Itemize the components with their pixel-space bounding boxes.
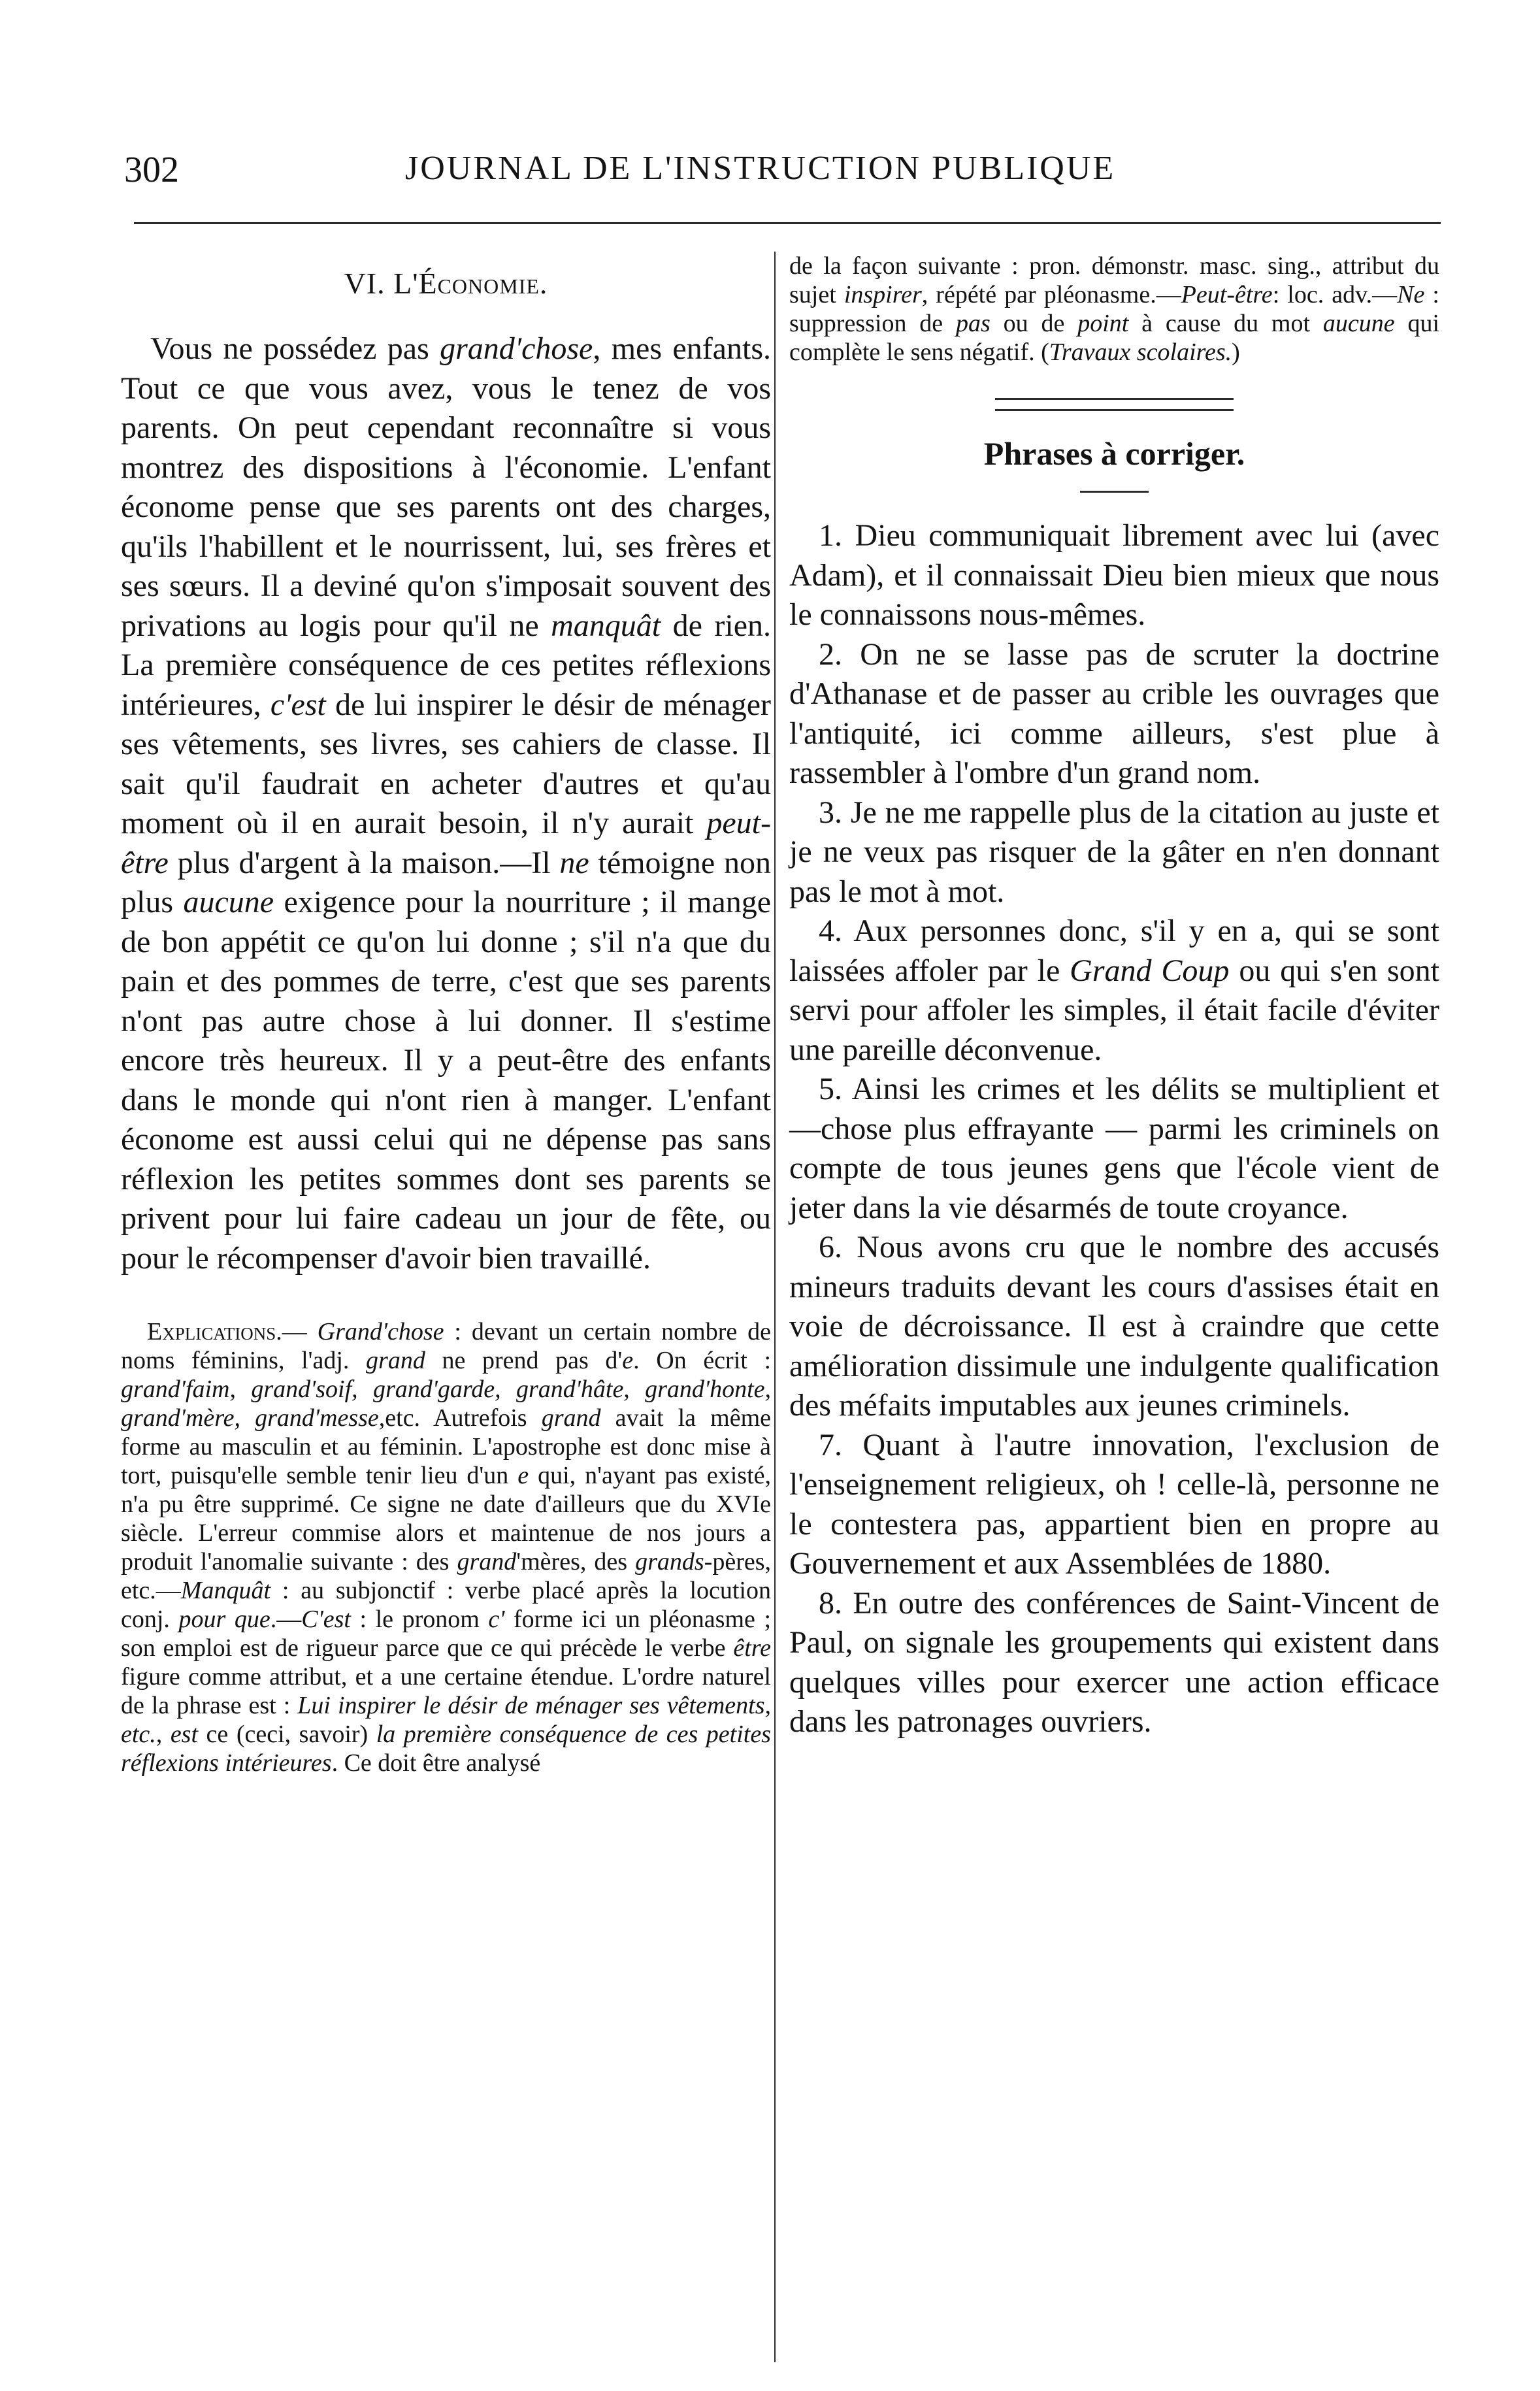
text-run: ou de (990, 310, 1078, 337)
text-run: : suppression de (789, 281, 1439, 337)
text-run: Grand Coup (1070, 953, 1230, 988)
text-run: e (622, 1347, 634, 1374)
text-run: ce (ceci, savoir) (198, 1721, 376, 1748)
text-run: avait la même forme au masculin et au féminin. L'apostrophe est donc mise à tort, puisqu'elle semble tenir lieu d'un (121, 1404, 772, 1489)
text-run: grands (635, 1548, 704, 1575)
page-number: 302 (124, 150, 179, 190)
text-run: : le pronom (350, 1606, 489, 1633)
text-run: ,etc. Autrefois (378, 1404, 542, 1432)
text-run: Travaux scolaires. (1049, 338, 1232, 366)
text-run: à cause du mot (1128, 310, 1323, 337)
text-run: pas (956, 310, 991, 337)
text-run: c'est (270, 687, 326, 722)
text-run: de la façon suivante : pron. démonstr. masc. sing., attribut du sujet (789, 252, 1439, 308)
explications-label: Explications.— (147, 1318, 307, 1345)
text-run: , répété par pléonasme.— (921, 281, 1181, 308)
text-run: plus d'argent à la maison.—Il (168, 845, 560, 880)
text-run: forme ici un pléonasme ; son emploi est de rigueur parce que ce qui précède le verbe (121, 1606, 771, 1662)
sentence-2: 2. On ne se lasse pas de scruter la doctrine d'Athanase et de passer au crible les ouvrages que l'antiquité, ici comme ailleurs, s'est plue à rassembler à l'ombre d'un grand nom. (789, 636, 1439, 790)
section-double-rule (995, 398, 1234, 411)
text-run: peut-être (121, 806, 771, 880)
right-column (789, 252, 1439, 1742)
header-rule (134, 222, 1441, 224)
text-run: la première conséquence de ces petites réflexions intérieures (121, 1721, 771, 1777)
explications-continuation (789, 252, 1439, 367)
text-run: ne (559, 845, 589, 880)
text-run: C'est (301, 1606, 351, 1633)
text-run: Ne (1397, 281, 1425, 308)
running-title: JOURNAL DE L'INSTRUCTION PUBLIQUE (405, 150, 1116, 187)
sentences-list (789, 516, 1439, 1742)
sentence-4 (789, 912, 1439, 1070)
text-run: exigence pour la nourriture ; il mange de bon appétit ce qu'on lui donne ; s'il n'a que du pain et des pommes de terre, c'est que ses parents n'ont pas autre chose à lui donner. Il s'estime encore très heureux. Il y a peut-être des enfants dans le monde qui n'ont rien à manger. L'enfant économe est aussi celui qui ne dépense pas sans réflexion les petites sommes dont ses parents se privent pour lui faire cadeau un jour de fête, ou pour le récompenser d'avoir bien travaillé. (121, 885, 772, 1276)
text-run: aucune (1322, 310, 1395, 337)
column-divider (774, 252, 776, 2362)
left-column (121, 252, 771, 1777)
page-header (0, 0, 1540, 222)
text-run: ne prend pas d' (425, 1347, 623, 1374)
text-run: de lui inspirer le désir de ménager ses vêtements, ses livres, ses cahiers de classe. Il sait qu'il faudrait en acheter d'autres et qu'au moment où il en aurait besoin, il n'y aurait (121, 687, 771, 840)
sentence-7: 7. Quant à l'autre innovation, l'exclusion de l'enseignement religieux, oh ! celle-là, personne ne le contestera pas, appartient bien en propre au Gouvernement et aux Assemblées de 1880. (789, 1427, 1439, 1581)
text-run: de rien. La première conséquence de ces petites réflexions intérieures, (121, 608, 771, 722)
text-run: -pères, etc.— (121, 1548, 772, 1604)
text-run: Vous ne possédez pas (150, 331, 440, 366)
explications-paragraph (121, 1317, 771, 1777)
text-run: qui complète le sens négatif. ( (789, 310, 1440, 366)
text-run: témoigne non plus (121, 845, 771, 919)
lesson-title: VI. L'Économie. (344, 267, 548, 300)
sentence-8: 8. En outre des conférences de Saint-Vincent de Paul, on signale les groupements qui existent dans quelques villes pour exercer une action efficace dans les patronages ouvriers. (789, 1585, 1439, 1739)
section-short-rule (1080, 491, 1149, 493)
text-run: être (733, 1634, 771, 1662)
text-run: grand'faim, grand'soif, grand'garde, grand'hâte, grand'honte, grand'mère, grand'messe (121, 1376, 771, 1432)
text-run: pour que (178, 1606, 270, 1633)
text-run: : au subjonctif : verbe placé après la locution conj. (121, 1577, 771, 1633)
sentence-3: 3. Je ne me rappelle plus de la citation au juste et je ne veux pas risquer de la gâter en n'en donnant pas le mot à mot. (789, 795, 1439, 909)
text-run: grand (366, 1347, 425, 1374)
text-run: e (517, 1462, 529, 1489)
explications (121, 1317, 771, 1777)
text-run: .— (270, 1606, 302, 1633)
text-run: grand (457, 1548, 517, 1575)
text-run: : loc. adv.— (1272, 281, 1398, 308)
text-run: 4. Aux personnes donc, s'il y en a, qui se sont laissées affoler par le (789, 914, 1439, 988)
sentence-6: 6. Nous avons cru que le nombre des accusés mineurs traduits devant les cours d'assises était en voie de décroissance. Il est à craindre que cette amélioration dissimule une indulgente qualification des méfaits imputables aux jeunes criminels. (789, 1230, 1439, 1423)
text-run: grand'chose (440, 331, 593, 366)
text-run: , mes enfants. Tout ce que vous avez, vous le tenez de vos parents. On peut cependant reconnaître si vous montrez des dispositions à l'économie. L'enfant économe pense que ses parents ont des charges, qu'ils l'habillent et le nourrissent, lui, ses frères et ses sœurs. Il a deviné qu'on s'imposait souvent des privations au logis pour qu'il ne (121, 331, 771, 643)
text-run: inspirer (844, 281, 922, 308)
lesson-paragraph (121, 329, 771, 1278)
text-run: grand (541, 1404, 601, 1432)
lesson-text (121, 329, 771, 1278)
text-run: Peut-être (1181, 281, 1273, 308)
text-run: : devant un certain nombre de noms féminins, l'adj. (121, 1318, 771, 1374)
text-run: . Ce doit être analysé (331, 1749, 541, 1777)
text-run: Manquât (180, 1577, 271, 1604)
text-run: aucune (183, 885, 274, 919)
text-run: qui, n'ayant pas existé, n'a pu être supprimé. Ce signe ne date d'ailleurs que du XVIe siècle. L'erreur commise alors et maintenue de nos jours a produit l'anomalie suivante : des (121, 1462, 771, 1575)
text-run: ou qui s'en sont servi pour affoler les simples, il était facile d'éviter une pareille déconvenue. (789, 953, 1440, 1067)
text-run: ) (1232, 338, 1240, 366)
section-title: Phrases à corriger. (983, 435, 1245, 472)
text-run: point (1077, 310, 1129, 337)
text-run: c' (488, 1606, 505, 1633)
text-run: Grand'chose (317, 1318, 444, 1345)
continuation-paragraph (789, 252, 1439, 367)
sentence-1: 1. Dieu communiquait librement avec lui (avec Adam), et il connaissait Dieu bien mieux que nous le connaissons nous-mêmes. (789, 518, 1439, 632)
text-run: . On écrit : (633, 1347, 772, 1374)
text-run: 'mères, des (516, 1548, 636, 1575)
sentence-5: 5. Ainsi les crimes et les délits se multiplient et—chose plus effrayante — parmi les criminels on compte de tous jeunes gens que l'école vient de jeter dans la vie désarmés de toute croyance. (789, 1072, 1439, 1225)
text-run: figure comme attribut, et a une certaine étendue. L'ordre naturel de la phrase est : (121, 1663, 771, 1719)
text-run: Lui inspirer le désir de ménager ses vêtements, etc., est (121, 1692, 772, 1748)
text-run: manquât (551, 608, 661, 643)
